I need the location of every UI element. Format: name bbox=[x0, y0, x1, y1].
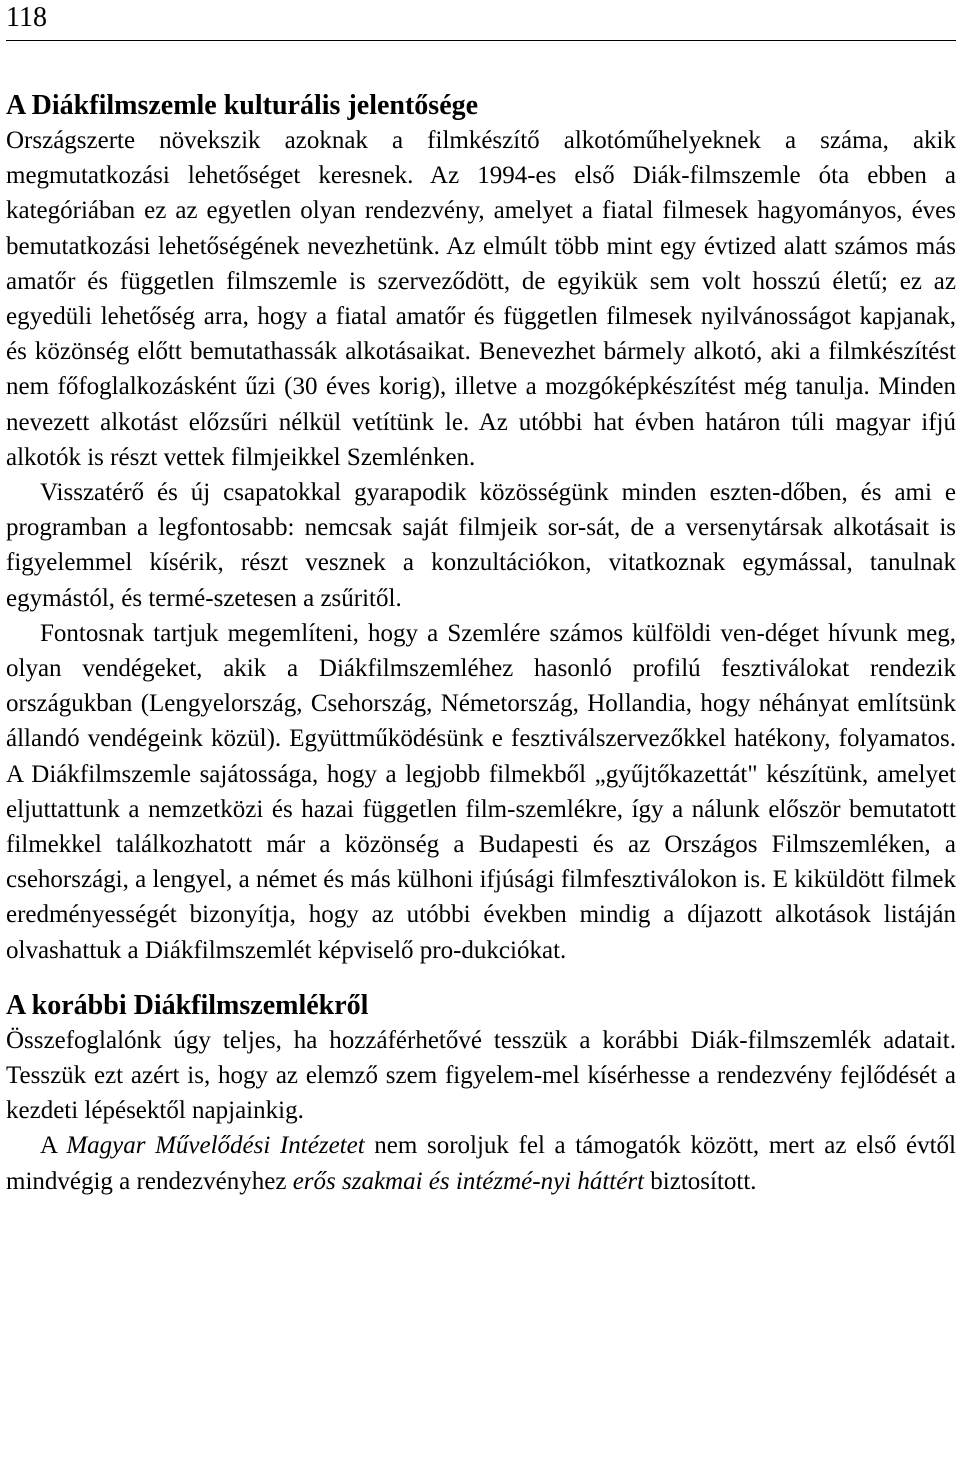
paragraph: Összefoglalónk úgy teljes, ha hozzáférhetővé tesszük a korábbi Diák-filmszemlék adatait. Tesszük ezt azért is, hogy az elemző szem figyelem-mel kísérhesse a rendezvény fejlődését a kezdeti lépésektől napjainkig. bbox=[6, 1026, 956, 1125]
paragraph: Fontosnak tartjuk megemlíteni, hogy a Szemlére számos külföldi ven-déget hívunk meg, olyan vendégeket, akik a Diákfilmszemléhez hasonló profilú fesztiválokat rendezik országukban (Lengyelország, Csehország, Németország, Hollandia, hogy néhányat említsünk állandó vendégeink közül). Együttműködésünk e fesztiválszervezőkkel hatékony, folyamatos. A Diákfilmszemle sajátossága, hogy a legjobb filmekből „gyűjtőkazettát" készítünk, amelyet eljuttattunk a nemzetközi és hazai független film-szemlékre, így a nálunk először bemutatott filmekkel találkozhatott már a közönség a Budapesti és az Országos Filmszemléken, a csehországi, a lengyel, a német és más külhoni ifjúsági filmfesztiválokon is. E kiküldött filmek eredményességét bizonyítja, hogy az utóbbi években mindig a díjazott alkotások listáján olvashattuk a Diákfilmszemlét képviselő pro-dukciókat. bbox=[6, 619, 956, 964]
section-heading: A korábbi Diákfilmszemlékről bbox=[6, 989, 369, 1021]
paragraph bbox=[6, 1128, 956, 1198]
section-cultural-significance bbox=[6, 88, 956, 968]
section-heading: A Diákfilmszemle kulturális jelentősége bbox=[6, 90, 479, 121]
paragraph: Országszerte növekszik azoknak a filmkészítő alkotóműhelyeknek a száma, akik megmutatkozási lehetőséget keresnek. Az 1994-es első Diák-filmszemle óta ebben a kategóriában ez az egyetlen olyan rendezvény, amelyet a fiatal filmesek hagyományos, éves bemutatkozási lehetőségének nevezhetünk. Az elmúlt több mint egy évtized alatt számos más amatőr és független filmszemle is szerveződött, de egyikük sem volt hosszú életű; ez az egyedüli lehetőség arra, hogy a fiatal amatőr és független filmesek nyilvánosságot kapjanak, és közönség előtt bemutathassák alkotásaikat. Benevezhet bármely alkotó, aki a filmkészítést nem főfoglalkozásként űzi (30 éves korig), illetve a mozgóképkészítést még tanulja. Minden nevezett alkotást előzsűri nélkül vetítünk le. Az utóbbi hat évben határon túli magyar ifjú alkotók is részt vettek filmjeikkel Szemlénken. bbox=[6, 127, 956, 471]
paragraph: Visszatérő és új csapatokkal gyarapodik közösségünk minden eszten-dőben, és ami e programban a legfontosabb: nemcsak saját filmjeik sor-sát, de a versenytársak alkotásait is figyelemmel kísérik, részt vesznek a konzultációkon, vitatkoznak egymással, tanulnak egymástól, és termé-szetesen a zsűritől. bbox=[6, 479, 956, 612]
institution-name: Magyar Művelődési Intézetet bbox=[66, 1132, 365, 1160]
text-run: biztosított. bbox=[644, 1167, 757, 1195]
page-header bbox=[6, 0, 956, 44]
text-run: nem soroljuk fel a támogatók között, mert az első évtől mindvégig a rendezvényhez bbox=[6, 1132, 956, 1195]
emphasis-text: erős szakmai és intézmé-nyi háttért bbox=[292, 1167, 645, 1195]
header-rule bbox=[6, 40, 956, 41]
section-previous-festivals bbox=[6, 988, 956, 1199]
page-number: 118 bbox=[6, 2, 47, 33]
text-run: A bbox=[40, 1132, 67, 1160]
document-page bbox=[6, 0, 956, 1199]
